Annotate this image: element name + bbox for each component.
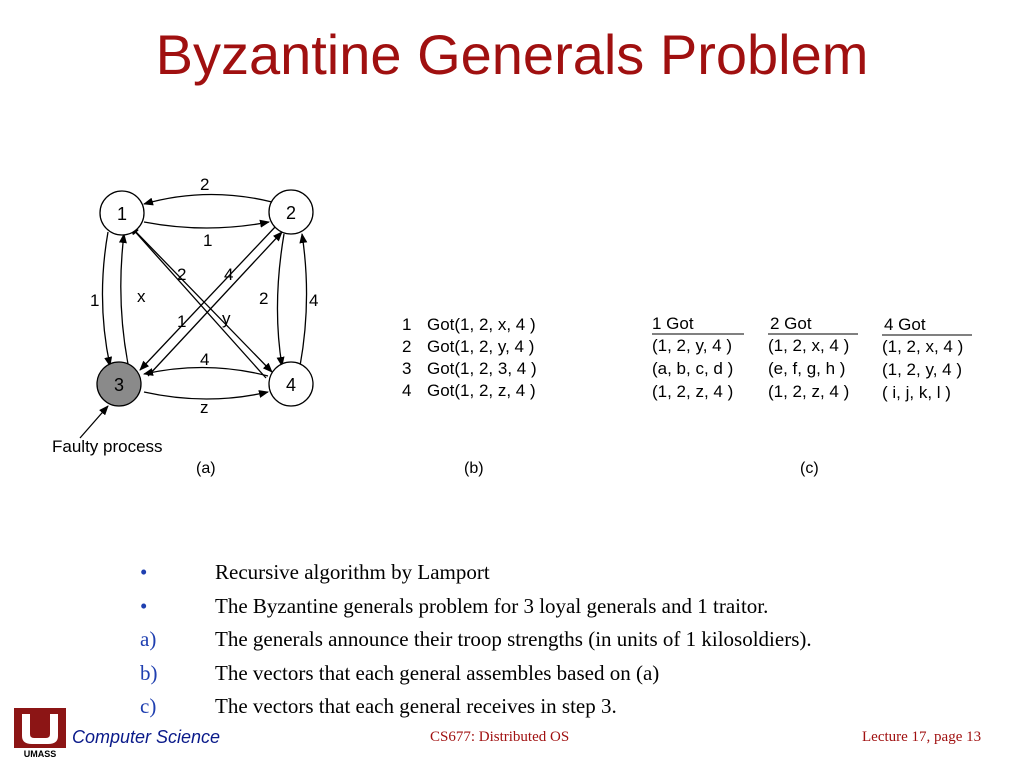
faulty-pointer <box>80 406 108 438</box>
row-id: 4 <box>402 381 412 400</box>
row-vector: Got(1, 2, 3, 4 ) <box>427 359 537 378</box>
bullet-item <box>140 594 812 628</box>
vector-cell: (1, 2, x, 4 ) <box>882 337 964 356</box>
row-id: 3 <box>402 359 412 378</box>
edge-label: 1 <box>177 312 187 331</box>
node-1 <box>100 191 144 235</box>
column-header: 1 Got <box>652 314 694 333</box>
node-1-label: 1 <box>116 204 128 224</box>
row-vector: Got(1, 2, x, 4 ) <box>427 315 536 334</box>
bullet-item <box>140 694 812 728</box>
vector-cell: (1, 2, x, 4 ) <box>768 336 850 355</box>
vector-cell: ( i, j, k, l ) <box>882 383 951 402</box>
bullet-item <box>140 627 812 661</box>
bullet-text: The Byzantine generals problem for 3 loyal generals and 1 traitor. <box>215 593 769 618</box>
column-header: 2 Got <box>770 314 812 333</box>
bullet-marker: • <box>140 593 148 618</box>
bullet-item <box>140 661 812 695</box>
slide-title: Byzantine Generals Problem <box>155 23 869 86</box>
vector-cell: (1, 2, z, 4 ) <box>768 382 850 401</box>
figure-b <box>402 315 537 477</box>
bullet-marker: • <box>140 560 148 584</box>
row-vector: Got(1, 2, z, 4 ) <box>427 381 536 400</box>
vector-cell: (1, 2, y, 4 ) <box>882 360 962 379</box>
bullet-marker: b) <box>140 660 158 685</box>
bullet-marker: a) <box>140 627 157 651</box>
node-3-label: 3 <box>113 375 125 395</box>
caption-a: (a) <box>196 460 216 477</box>
row-id: 2 <box>402 337 412 356</box>
vector-cell: (1, 2, z, 4 ) <box>652 382 734 401</box>
page-number: Lecture 17, page 13 <box>862 729 982 745</box>
edge-4-to-2 <box>300 234 307 366</box>
edge-4-to-1 <box>130 226 269 378</box>
edge-label: 2 <box>177 265 187 284</box>
node-4-label: 4 <box>285 375 297 395</box>
row-id: 1 <box>402 315 412 334</box>
edge-label: 2 <box>259 289 269 308</box>
node-4 <box>269 362 313 406</box>
edge-label: 4 <box>200 350 210 369</box>
row-vector: Got(1, 2, y, 4 ) <box>427 337 535 356</box>
bullet-text: The generals announce their troop strengths (in units of 1 kilosoldiers). <box>215 627 812 651</box>
bullet-text: The vectors that each general receives in step 3. <box>215 694 617 718</box>
caption-c: (c) <box>800 460 819 477</box>
bullet-list <box>140 560 812 728</box>
node-2 <box>269 190 313 234</box>
bullet-item <box>140 560 812 594</box>
edge-label: z <box>200 398 209 417</box>
bullet-text: The vectors that each general assembles based on (a) <box>215 660 660 685</box>
node-2-label: 2 <box>285 203 297 223</box>
figure-c <box>652 314 972 477</box>
edge-label: x <box>137 287 146 306</box>
faulty-process-label: Faulty process <box>52 437 163 456</box>
vector-cell: (1, 2, y, 4 ) <box>652 336 732 355</box>
vector-cell: (a, b, c, d ) <box>652 359 734 378</box>
course-label: CS677: Distributed OS <box>430 729 570 745</box>
edge-label: 2 <box>200 175 210 194</box>
edge-3-to-1 <box>121 234 128 364</box>
node-3 <box>97 362 141 406</box>
logo-text: UMASS <box>23 749 57 758</box>
edge-label: y <box>222 309 231 328</box>
bullet-text: Recursive algorithm by Lamport <box>215 560 490 584</box>
department-label: Computer Science <box>72 727 221 747</box>
edge-label: 4 <box>224 265 234 284</box>
edge-2-to-1 <box>144 194 272 204</box>
edge-2-to-4 <box>277 234 284 366</box>
edge-1-to-2 <box>144 222 269 228</box>
vector-cell: (e, f, g, h ) <box>768 359 846 378</box>
column-header: 4 Got <box>884 315 926 334</box>
caption-b: (b) <box>464 460 484 477</box>
edge-label: 1 <box>90 291 100 310</box>
edge-1-to-3 <box>102 232 110 366</box>
bullet-marker: c) <box>140 694 157 718</box>
edge-label: 1 <box>203 231 213 250</box>
graph-nodes <box>97 190 313 406</box>
edge-label: 4 <box>309 291 319 310</box>
